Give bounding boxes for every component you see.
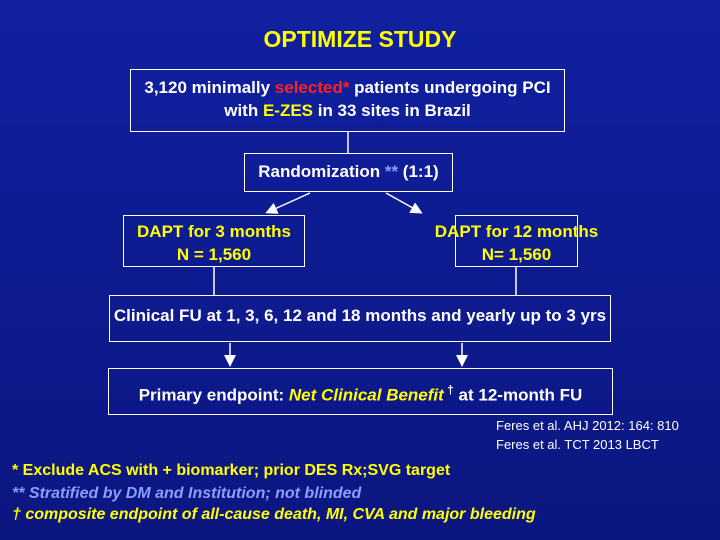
study-title: OPTIMIZE STUDY xyxy=(263,26,457,52)
arm-12-months-label: DAPT for 12 months xyxy=(434,222,599,241)
arm-12-months-n: N= 1,560 xyxy=(481,245,552,264)
arm-12-months-box xyxy=(434,215,599,267)
randomization-label: Randomization xyxy=(258,162,385,181)
primary-endpoint-label: Primary endpoint: xyxy=(138,385,289,405)
arrow-to-arm12 xyxy=(386,193,420,212)
reference-2: Feres et al. TCT 2013 LBCT xyxy=(496,437,659,452)
population-text-2: patients undergoing PCI xyxy=(349,78,551,97)
population-selected: selected* xyxy=(274,78,350,97)
primary-endpoint-name: Net Clinical Benefit xyxy=(288,385,444,405)
population-ezes: E-ZES xyxy=(262,101,313,120)
follow-up-text: Clinical FU at 1, 3, 6, 12 and 18 months and yearly up to 3 yrs xyxy=(113,306,607,325)
arm-3-months-label: DAPT for 3 months xyxy=(137,222,291,241)
primary-endpoint-box xyxy=(108,368,613,415)
primary-endpoint-marker: † xyxy=(443,383,454,397)
randomization-ratio: (1:1) xyxy=(398,162,439,181)
arm-3-months-box xyxy=(123,215,305,267)
arrow-to-arm3 xyxy=(268,193,310,212)
population-box xyxy=(130,69,565,132)
randomization-box xyxy=(244,153,453,192)
reference-1: Feres et al. AHJ 2012: 164: 810 xyxy=(496,418,679,433)
footnote-exclusion: * Exclude ACS with + biomarker; prior DES Rx;SVG target xyxy=(12,462,451,479)
follow-up-box xyxy=(109,295,611,342)
footnote-stratified: ** Stratified by DM and Institution; not blinded xyxy=(12,485,362,502)
arm-3-months-n: N = 1,560 xyxy=(176,245,252,264)
population-text-4: in 33 sites in Brazil xyxy=(313,101,471,120)
population-text-3: with xyxy=(224,101,263,120)
population-text-1: 3,120 minimally xyxy=(144,78,275,97)
primary-endpoint-suffix: at 12-month FU xyxy=(453,385,583,405)
footnote-composite: † composite endpoint of all-cause death, MI, CVA and major bleeding xyxy=(12,506,536,523)
randomization-marker: ** xyxy=(384,162,399,181)
